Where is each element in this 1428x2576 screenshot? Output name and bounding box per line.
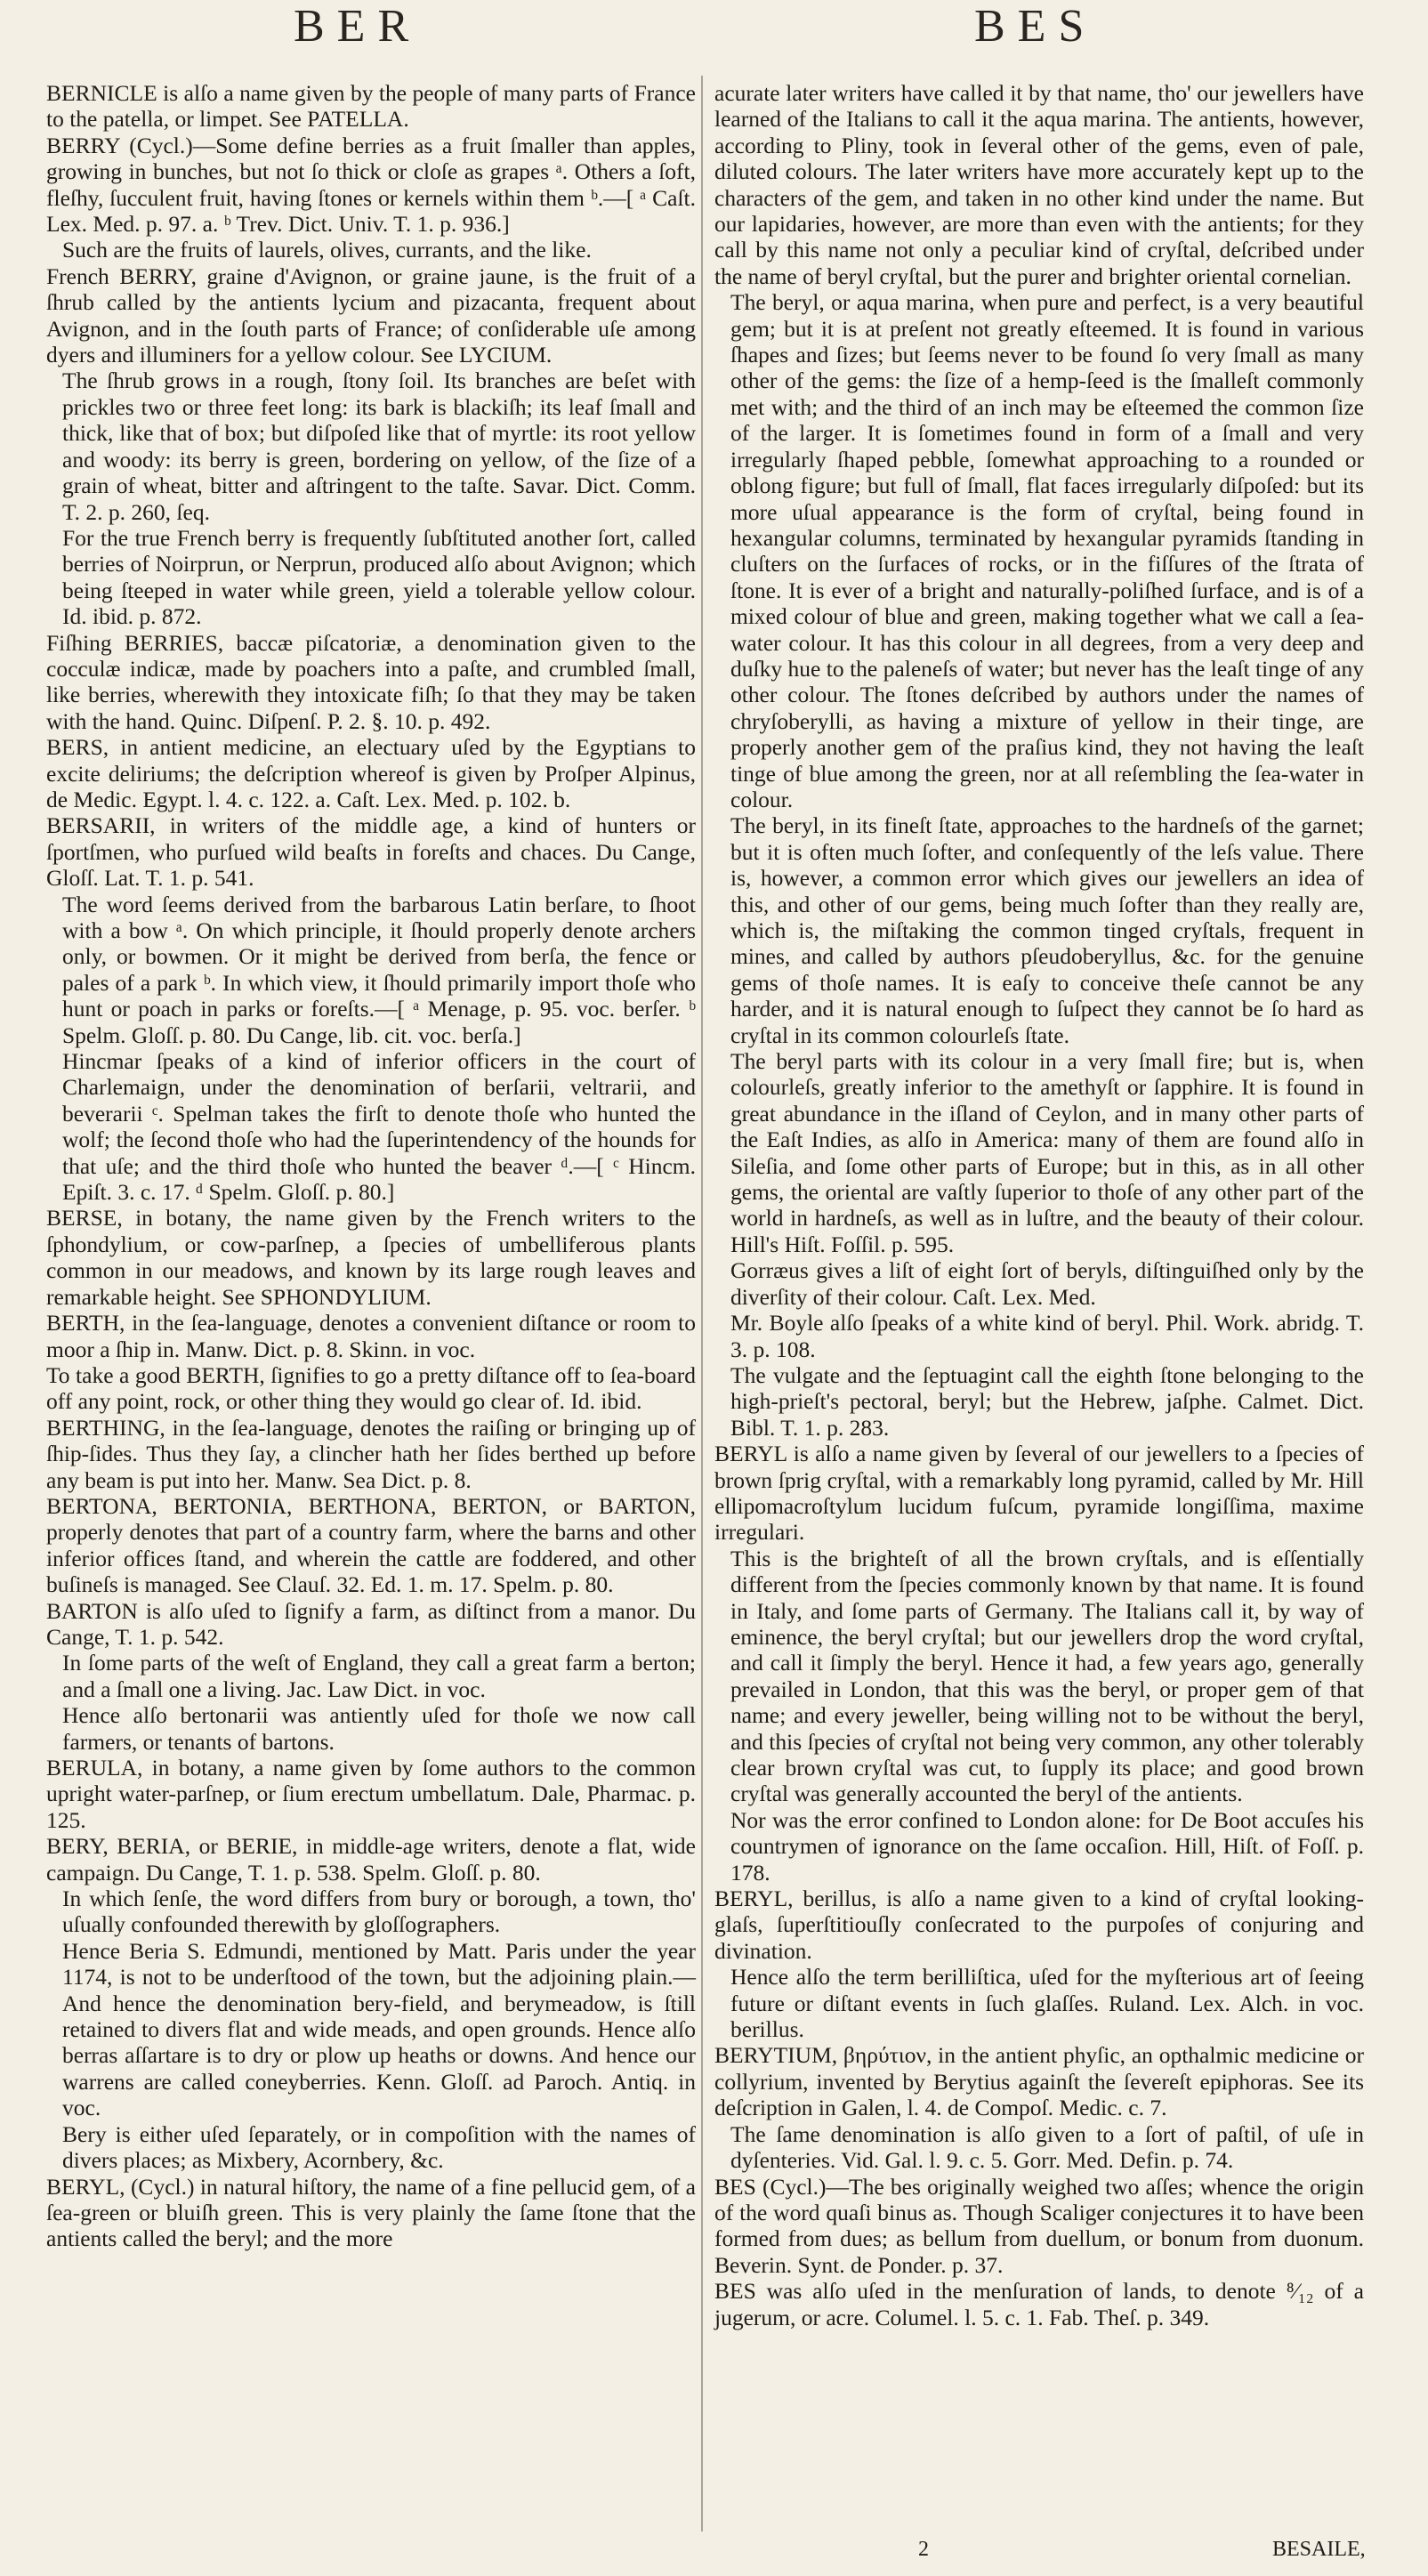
dictionary-entry-bersarii-2: The word ſeems derived from the barbarous Latin berſare, to ſhoot with a bow ᵃ. On which principle, it ſhould properly denote archers only, or bowmen. Or it might be derived from berſa, the fence or pales of a park ᵇ. In which view, it ſhould primarily import thoſe who hunt or poach in parks or foreſts.—[ ᵃ Menage, p. 95. voc. berſer. ᵇ Spelm. Gloſſ. p. 80. Du Cange, lib. cit. voc. berſa.] xyxy=(62,891,696,1048)
dictionary-entry-berry-2: Such are the fruits of laurels, olives, currants, and the like. xyxy=(62,237,592,263)
dictionary-entry-beryl-b3: Nor was the error confined to London alone: for De Boot accuſes his countrymen of ignorance on the ſame occaſion. Hill, Hiſt. of Foſſ. p. 178. xyxy=(730,1806,1364,1886)
dictionary-entry-bernicle: BERNICLE is alſo a name given by the people of many parts of France to the patella, or limpet. See PATELLA. xyxy=(46,80,696,133)
dictionary-entry-bersarii: BERSARII, in writers of the middle age, a kind of hunters or ſportſmen, who purſued wild beaſts in foreſts and chaces. Du Cange, Gloſſ. Lat. T. 1. p. 541. xyxy=(46,812,696,892)
dictionary-entry-berse: BERSE, in botany, the name given by the French writers to the ſphondylium, or cow-parſnep, a ſpecies of umbelliferous plants common in our meadows, and known by its large rough leaves and remarkable height. See SPHONDYLIUM. xyxy=(46,1205,696,1310)
dictionary-entry-beryl-c: BERYL, berillus, is alſo a name given to a kind of cryſtal looking-glaſs, ſuperſtitiouſly conſecrated to the purpoſes of conjuring and divination. xyxy=(714,1886,1364,1964)
dictionary-entry-bery-3: Hence Beria S. Edmundi, mentioned by Matt. Paris under the year 1174, is not to be underſtood of the town, but the adjoining plain.—And hence the denomination bery-field, and berymeadow, is ſtill retained to divers flat and wide meads, and open grounds. Hence alſo berras aſſartare is to dry or plow up heaths or downs. And hence our warrens are called coneyberries. Kenn. Gloſſ. ad Paroch. Antiq. in voc. xyxy=(62,1937,696,2121)
dictionary-entry-berula: BERULA, in botany, a name given by ſome authors to the common upright water-parſnep, or ſium erectum umbellatum. Dale, Pharmac. p. 125. xyxy=(46,1755,696,1833)
dictionary-entry-barton-2: In ſome parts of the weſt of England, they call a great farm a berton; and a ſmall one a living. Jac. Law Dict. in voc. xyxy=(62,1650,696,1702)
dictionary-entry-beryl-6: Mr. Boyle alſo ſpeaks of a white kind of beryl. Phil. Work. abridg. T. 3. p. 108. xyxy=(730,1310,1364,1362)
column-divider xyxy=(701,76,703,2532)
page-number: 2 xyxy=(918,2538,929,2561)
dictionary-entry-beryl-b: BERYL is alſo a name given by ſeveral of our jewellers to a ſpecies of brown ſprig cryſtal, with a remarkably long pyramid, called by Mr. Hill ellipomacroſtylum lucidum fuſcum, pyramide longiſſima, maxime irregulari. xyxy=(714,1441,1364,1546)
dictionary-entry-berytium: BERYTIUM, βηρύτιον, in the antient phyſic, an opthalmic medicine or collyrium, invented by Berytius againſt the ſevereſt epiphoras. See its deſcription in Galen, l. 4. de Compoſ. Medic. c. 7. xyxy=(714,2042,1364,2121)
left-column xyxy=(46,80,696,2252)
running-head-right: BES xyxy=(974,1,1097,52)
dictionary-entry-berth-2: To take a good BERTH, ſignifies to go a pretty diſtance off to ſea-board off any point, rock, or other thing they would go clear of. Id. ibid. xyxy=(46,1361,696,1415)
dictionary-entry-barton-3: Hence alſo bertonarii was antiently uſed for thoſe we now call farmers, or tenants of bartons. xyxy=(62,1702,696,1755)
dictionary-entry-bertona: BERTONA, BERTONIA, BERTHONA, BERTON, or BARTON, properly denotes that part of a country farm, where the barns and other inferior offices ſtand, and wherein the cattle are foddered, and other buſineſs is managed. See Clauſ. 32. Ed. 1. m. 17. Spelm. p. 80. xyxy=(46,1492,696,1598)
dictionary-entry-bery-4: Bery is either uſed ſeparately, or in compoſition with the names of divers places; as Mixbery, Acornbery, &c. xyxy=(62,2120,696,2174)
dictionary-entry-fishing-berries: Fiſhing BERRIES, baccæ piſcatoriæ, a denomination given to the cocculæ indicæ, made by poachers into a paſte, and crumbled ſmall, like berries, wherewith they intoxicate fiſh; ſo that they may be taken with the hand. Quinc. Diſpenſ. P. 2. §. 10. p. 492. xyxy=(46,629,696,734)
dictionary-entry-berytium-2: The ſame denomination is alſo given to a ſort of paſtil, of uſe in dyſenteries. Vid. Gal. l. 9. c. 5. Gorr. Med. Defin. p. 74. xyxy=(730,2120,1364,2174)
catchword: BESAILE, xyxy=(1272,2538,1366,2561)
dictionary-entry-beryl-7: The vulgate and the ſeptuagint call the eighth ſtone belonging to the high-prieſt's pectoral, beryl; but the Hebrew, jaſphe. Calmet. Dict. Bibl. T. 1. p. 283. xyxy=(730,1361,1364,1441)
dictionary-entry-bes: BES (Cycl.)—The bes originally weighed two aſſes; whence the origin of the word quaſi binus as. Though Scaliger conjectures it to have been formed from dues; as bellum from duellum, or bonum from duonum. Beverin. Synt. de Ponder. p. 37. xyxy=(714,2173,1364,2278)
dictionary-entry-bers: BERS, in antient medicine, an electuary uſed by the Egyptians to excite deliriums; the deſcription whereof is given by Proſper Alpinus, de Medic. Egypt. l. 4. c. 122. a. Caſt. Lex. Med. p. 102. b. xyxy=(46,734,696,812)
dictionary-entry-french-berry-2: The ſhrub grows in a rough, ſtony ſoil. Its branches are beſet with prickles two or three feet long: its bark is blackiſh; its leaf ſmall and thick, like that of box; but diſpoſed like that of myrtle: its root yellow and woody: its berry is green, bordering on yellow, of the ſize of a grain of wheat, bitter and aſtringent to the taſte. Savar. Dict. Comm. T. 2. p. 260, ſeq. xyxy=(62,367,696,525)
dictionary-entry-beryl: BERYL, (Cycl.) in natural hiſtory, the name of a fine pellucid gem, of a ſea-green or bluiſh green. This is very plainly the ſame ſtone that the antients called the beryl; and the more xyxy=(46,2173,696,2252)
dictionary-entry-beryl-c2: Hence alſo the term berilliſtica, uſed for the myſterious art of ſeeing future or diſtant events in ſuch glaſſes. Ruland. Lex. Alch. in voc. berillus. xyxy=(730,1964,1364,2043)
dictionary-entry-french-berry: French BERRY, graine d'Avignon, or graine jaune, is the fruit of a ſhrub called by the antients lycium and pizacanta, frequent about Avignon, and in the ſouth parts of France; of conſiderable uſe among dyers and illuminers for a yellow colour. See LYCIUM. xyxy=(46,262,696,368)
dictionary-entry-bery: BERY, BERIA, or BERIE, in middle-age writers, denote a flat, wide campaign. Du Cange, T. 1. p. 538. Spelm. Gloſſ. p. 80. xyxy=(46,1833,696,1886)
dictionary-entry-beryl-4: The beryl parts with its colour in a very ſmall fire; but is, when colourleſs, greatly inferior to the amethyſt or ſapphire. It is found in great abundance in the iſland of Ceylon, and in many other parts of the Eaſt Indies, as alſo in America: many of them are found alſo in Sileſia, and ſome other parts of Europe; but in this, as in all other gems, the oriental are vaſtly ſuperior to thoſe of any other part of the world in hardneſs, as well as in luſtre, and the beauty of their colour. Hill's Hiſt. Foſſil. p. 595. xyxy=(730,1048,1364,1257)
dictionary-entry-beryl-cont: acurate later writers have called it by that name, tho' our jewellers have learned of the Italians to call it the aqua marina. The antients, however, according to Pliny, took in ſeveral other of the gems, even of pale, diluted colours. The later writers have more accurately kept up to the characters of the gem, and taken in no other kind under the name. But our lapidaries, however, are more than even with the antients; for they call by this name not only a peculiar kind of cryſtal, deſcribed under the name of beryl cryſtal, but the purer and brighter oriental cornelian. xyxy=(714,80,1364,289)
dictionary-entry-beryl-2: The beryl, or aqua marina, when pure and perfect, is a very beautiful gem; but it is at preſent not greatly eſteemed. It is found in various ſhapes and ſizes; but ſeems never to be found ſo very ſmall as many other of the gems: the ſize of a hemp-ſeed is the ſmalleſt commonly met with; and the third of an inch may be eſteemed the common ſize of the larger. It is ſometimes found in form of a ſmall and very irregularly ſhaped pebble, ſomewhat approaching to a rounded or oblong figure; but full of ſmall, flat faces irregularly diſpoſed: but its more uſual appearance is the form of cryſtal, being found in hexangular columns, terminated by hexangular pyramids ſtanding in cluſters on the ſurfaces of rocks, or in the fiſſures of the ſtrata of ſtone. It is ever of a bright and naturally-poliſhed ſurface, and is of a mixed colour of blue and green, making together what we call a ſea-water colour. It has this colour in all degrees, from a very deep and duſky hue to the paleneſs of water; but never has the leaſt tinge of any other colour. The ſtones deſcribed by authors under the names of chryſoberylli, as having a mixture of yellow in their tinge, are properly another gem of the praſius kind, they not having the leaſt tinge of blue among the green, nor at all reſembling the ſea-water in colour. xyxy=(730,289,1364,812)
dictionary-entry-bersarii-3: Hincmar ſpeaks of a kind of inferior officers in the court of Charlemaign, under the denomination of berſarii, veltrarii, and beverarii ᶜ. Spelman takes the firſt to denote thoſe who hunted the wolf; the ſecond thoſe who had the ſuperintendency of the hounds for that uſe; and the third thoſe who hunted the beaver ᵈ.—[ ᶜ Hincm. Epiſt. 3. c. 17. ᵈ Spelm. Gloſſ. p. 80.] xyxy=(62,1048,696,1206)
right-column xyxy=(714,80,1364,2330)
dictionary-entry-beryl-3: The beryl, in its fineſt ſtate, approaches to the hardneſs of the garnet; but it is often much ſofter, and conſequently of the leſs value. There is, however, a common error which gives our jewellers an idea of this, and other of our gems, being much ſofter than they really are, which is, the miſtaking the common tinged cryſtals, frequent in mines, and called by authors pſeudoberyllus, &c. for the genuine gems of thoſe names. It is eaſy to conceive theſe cannot be any harder, and it is natural enough to ſuſpect they cannot be ſo hard as cryſtal in its common colourleſs ſtate. xyxy=(730,812,1364,1048)
running-head-left: BER xyxy=(294,1,422,52)
dictionary-entry-french-berry-3: For the true French berry is frequently ſubſtituted another ſort, called berries of Noirprun, or Nerprun, produced alſo about Avignon; which being ſteeped in water while green, yield a tolerable yellow colour. Id. ibid. p. 872. xyxy=(62,524,696,630)
dictionary-entry-bes-2: BES was alſo uſed in the menſuration of lands, to denote ⁸⁄₁₂ of a jugerum, or acre. Columel. l. 5. c. 1. Fab. Theſ. p. 349. xyxy=(714,2278,1364,2330)
dictionary-entry-berry: BERRY (Cycl.)—Some define berries as a fruit ſmaller than apples, growing in bunches, but not ſo thick or cloſe as grapes ᵃ. Others a ſoft, fleſhy, ſucculent fruit, having ſtones or kernels within them ᵇ.—[ ᵃ Caſt. Lex. Med. p. 97. a. ᵇ Trev. Dict. Univ. T. 1. p. 936.] xyxy=(46,132,696,238)
dictionary-entry-beryl-5: Gorræus gives a liſt of eight ſort of beryls, diſtinguiſhed only by the diverſity of their colour. Caſt. Lex. Med. xyxy=(730,1257,1364,1310)
dictionary-entry-berthing: BERTHING, in the ſea-language, denotes the raiſing or bringing up of ſhip-ſides. Thus they ſay, a clincher hath her ſides berthed up before any beam is put into her. Manw. Sea Dict. p. 8. xyxy=(46,1414,696,1493)
dictionary-entry-berth: BERTH, in the ſea-language, denotes a convenient diſtance or room to moor a ſhip in. Manw. Dict. p. 8. Skinn. in voc. xyxy=(46,1310,696,1362)
dictionary-entry-bery-2: In which ſenſe, the word differs from bury or borough, a town, tho' uſually confounded therewith by gloſſographers. xyxy=(62,1886,696,1938)
dictionary-entry-barton: BARTON is alſo uſed to ſignify a farm, as diſtinct from a manor. Du Cange, T. 1. p. 542. xyxy=(46,1597,696,1650)
dictionary-entry-beryl-b2: This is the brighteſt of all the brown cryſtals, and is eſſentially different from the ſpecies commonly known by that name. It is found in Italy, and ſome parts of Germany. The Italians call it, by way of eminence, the beryl cryſtal; but our jewellers drop the word cryſtal, and call it ſimply the beryl. Hence it had, a few years ago, generally prevailed in London, that this was the beryl, or proper gem of that name; and every jeweller, being willing not to be without the beryl, and this ſpecies of cryſtal not being very common, any other tolerably clear brown cryſtal was cut, to ſupply its place; and good brown cryſtal was generally accounted the beryl of the antients. xyxy=(730,1545,1364,1807)
